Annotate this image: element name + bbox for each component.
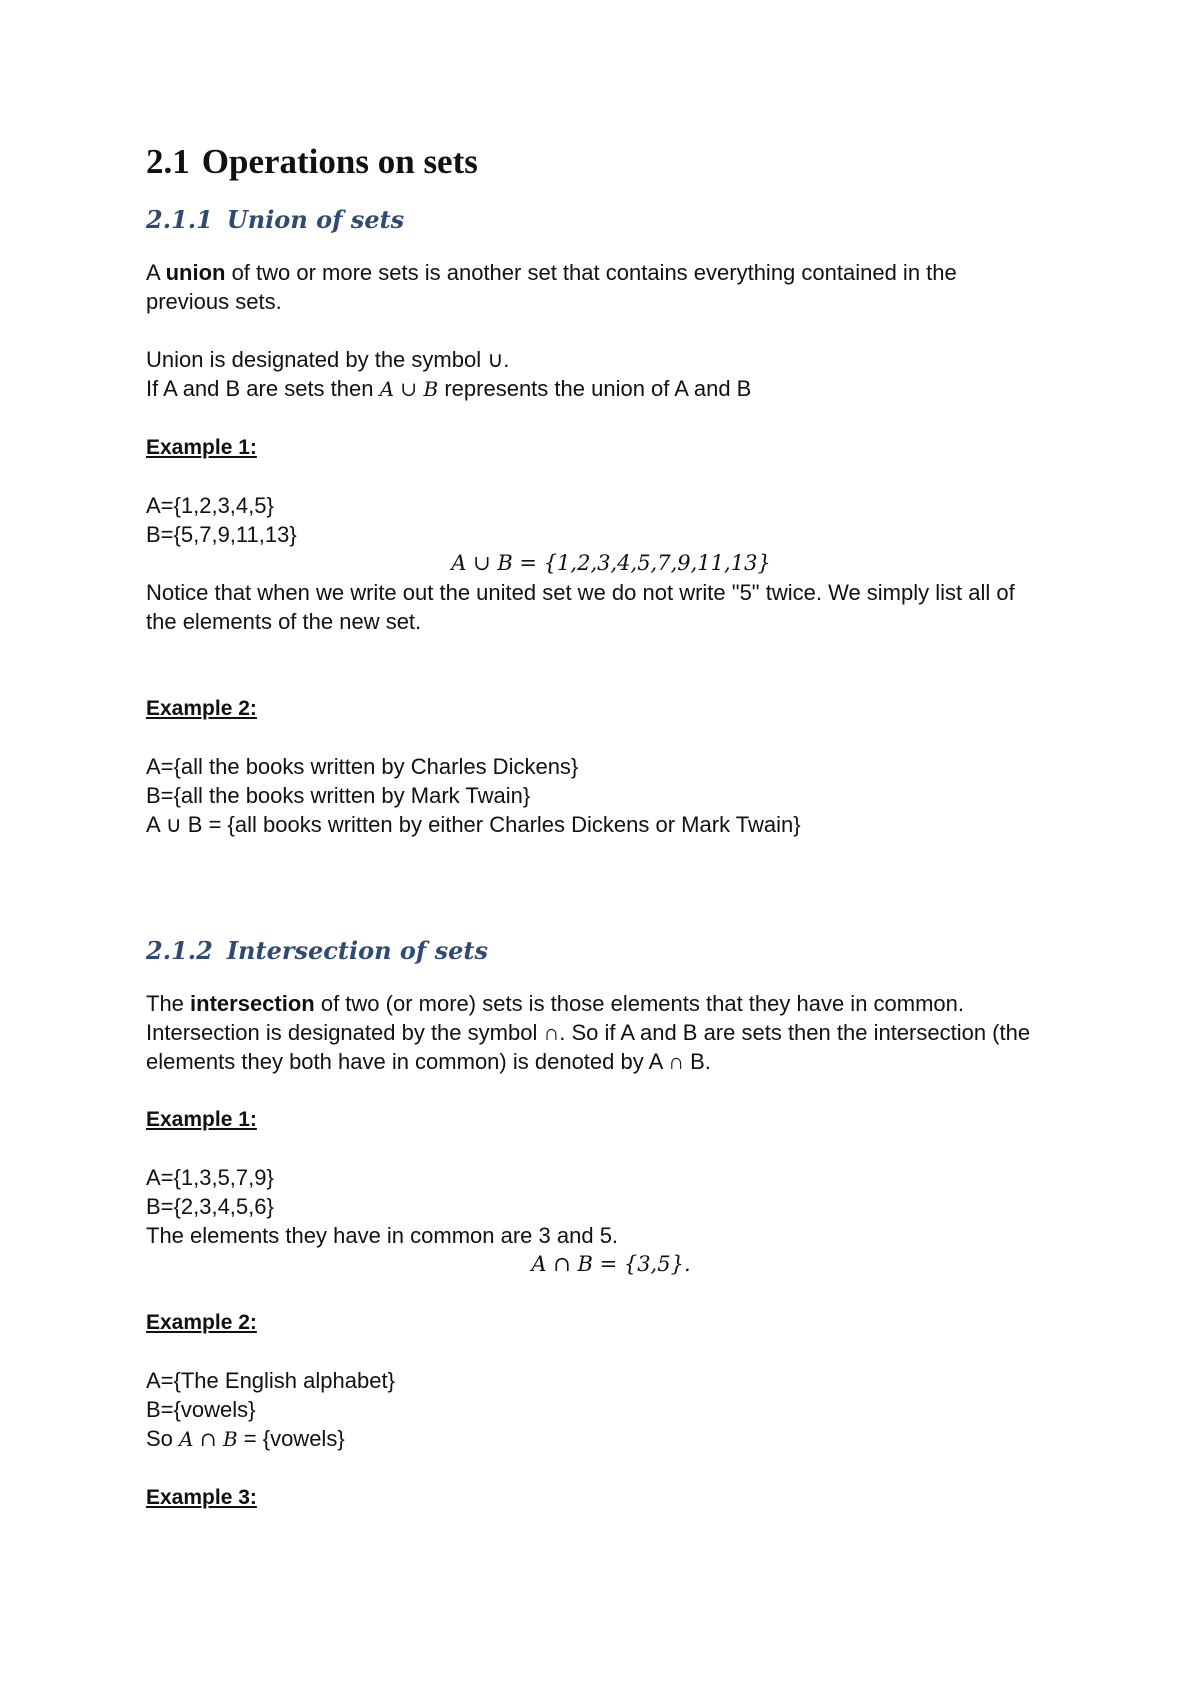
union-if-math: A ∪ B — [379, 377, 439, 401]
intersection-title: Intersection of sets — [226, 936, 488, 965]
section-number: 2.1 — [146, 142, 190, 181]
union-example1-result — [146, 549, 1076, 578]
intersection-heading — [146, 935, 1076, 967]
document-content — [146, 140, 1076, 1512]
union-if-suffix: represents the union of A and B — [438, 376, 752, 401]
union-example2-set-b: B={all the books written by Mark Twain} — [146, 783, 531, 808]
union-example1-note-line2: the elements of the new set. — [146, 609, 422, 634]
union-example2-set-a: A={all the books written by Charles Dickens} — [146, 754, 579, 779]
intersection-number: 2.1.2 — [146, 936, 213, 965]
union-def-term: union — [165, 260, 226, 285]
intersection-example1-result-math: A ∩ B = {3,5}. — [531, 1252, 691, 1276]
intersection-example2-set-b: B={vowels} — [146, 1397, 256, 1422]
union-symbol-line: Union is designated by the symbol ∪. — [146, 347, 510, 372]
intersection-def-prefix: The — [146, 991, 191, 1016]
union-example2-result: A ∪ B = {all books written by either Charles Dickens or Mark Twain} — [146, 812, 801, 837]
union-example1-note-line1: Notice that when we write out the united set we do not write "5" twice. We simply list all of — [146, 580, 1015, 605]
intersection-example1-set-a: A={1,3,5,7,9} — [146, 1165, 274, 1190]
intersection-example1-set-b: B={2,3,4,5,6} — [146, 1194, 274, 1219]
intersection-example2-so-prefix: So — [146, 1426, 180, 1451]
union-example1-label: Example 1: — [146, 436, 257, 459]
union-def-prefix: A — [146, 260, 166, 285]
union-number: 2.1.1 — [146, 205, 213, 234]
intersection-example1-label: Example 1: — [146, 1108, 257, 1131]
union-heading — [146, 204, 1076, 236]
union-title: Union of sets — [226, 205, 405, 234]
intersection-example1-result — [146, 1250, 1076, 1279]
intersection-example3-label: Example 3: — [146, 1486, 257, 1509]
union-if-line — [146, 374, 1076, 404]
union-example1-result-math: A ∪ B = {1,2,3,4,5,7,9,11,13} — [451, 551, 771, 575]
intersection-example2-label: Example 2: — [146, 1311, 257, 1334]
union-example1-set-b: B={5,7,9,11,13} — [146, 522, 297, 547]
union-example1-note — [146, 578, 1076, 636]
intersection-def-term: intersection — [190, 991, 315, 1016]
union-example1-set-a: A={1,2,3,4,5} — [146, 493, 274, 518]
intersection-def-rest: of two (or more) sets is those elements that they have in common. — [314, 991, 965, 1016]
intersection-definition — [146, 989, 1076, 1076]
section-title: Operations on sets — [201, 142, 478, 181]
section-heading — [146, 140, 1076, 184]
intersection-example2-so-math: A ∩ B — [179, 1427, 238, 1451]
union-def-line2: previous sets. — [146, 289, 282, 314]
intersection-def-line3: elements they both have in common) is denoted by A ∩ B. — [146, 1049, 711, 1074]
intersection-example2-result — [146, 1424, 1076, 1454]
union-example2-label: Example 2: — [146, 697, 257, 720]
intersection-example2-so-suffix: = {vowels} — [237, 1426, 345, 1451]
intersection-def-line2: Intersection is designated by the symbol ∩. So if A and B are sets then the intersection (the — [146, 1020, 1031, 1045]
union-def-rest: of two or more sets is another set that contains everything contained in the — [225, 260, 957, 285]
union-definition — [146, 258, 1076, 316]
intersection-example2-set-a: A={The English alphabet} — [146, 1368, 395, 1393]
union-if-prefix: If A and B are sets then — [146, 376, 380, 401]
intersection-example1-common: The elements they have in common are 3 and 5. — [146, 1223, 619, 1248]
